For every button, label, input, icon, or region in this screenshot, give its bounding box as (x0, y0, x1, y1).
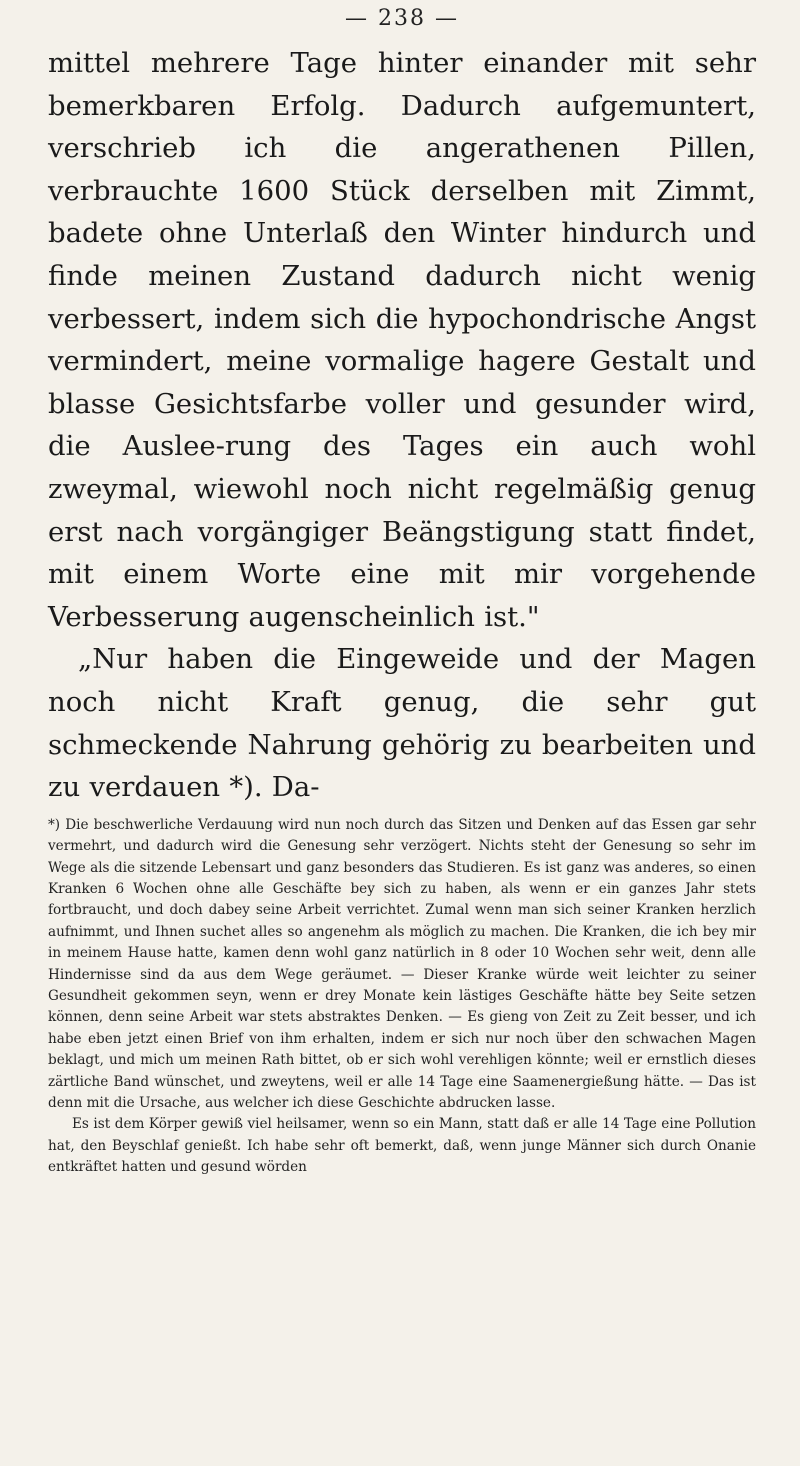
page-number: — 238 — (345, 6, 459, 31)
main-text (48, 42, 756, 809)
paragraph-1: mittel mehrere Tage hinter einander mit sehr bemerkbaren Erfolg. Dadurch aufgemuntert, verschrieb ich die angerathenen Pillen, verbrauchte 1600 Stück derselben mit Zimmt, badete ohne Unterlaß den Winter hindurch und finde meinen Zustand dadurch nicht wenig verbessert, indem sich die hypochondrische Angst vermindert, meine vormalige hagere Gestalt und blasse Gesichtsfarbe voller und gesunder wird, die Auslee-rung des Tages ein auch wohl zweymal, wiewohl noch nicht regelmäßig genug erst nach vorgängiger Beängstigung statt findet, mit einem Worte eine mit mir vorgehende Verbesserung augenscheinlich ist." (48, 47, 756, 633)
footnote-2: Es ist dem Körper gewiß viel heilsamer, wenn so ein Mann, statt daß er alle 14 Tage eine Pollution hat, den Beyschlaf genießt. Ich habe sehr oft bemerkt, daß, wenn junge Männer sich durch Onanie entkräftet hatten und gesund wörden (48, 1116, 756, 1176)
paragraph-2: „Nur haben die Eingeweide und der Magen noch nicht Kraft genug, die sehr gut schmeckende Nahrung gehörig zu bearbeiten und zu verdauen *). Da- (48, 643, 756, 804)
footnotes (48, 815, 756, 1179)
footnote-1: *) Die beschwerliche Verdauung wird nun noch durch das Sitzen und Denken auf das Essen gar sehr vermehrt, und dadurch wird die Genesung sehr verzögert. Nichts steht der Genesung so sehr im Wege als die sitzende Lebensart und ganz besonders das Studieren. Es ist ganz was anderes, so einen Kranken 6 Wochen ohne alle Geschäfte bey sich zu haben, als wenn er ein ganzes Jahr stets fortbraucht, und doch dabey seine Arbeit verrichtet. Zumal wenn man sich seiner Kranken herzlich aufnimmt, und Ihnen suchet alles so angenehm als möglich zu machen. Die Kranken, die ich bey mir in meinem Hause hatte, kamen denn wohl ganz natürlich in 8 oder 10 Wochen sehr weit, denn alle Hindernisse sind da aus dem Wege geräumet. — Dieser Kranke würde weit leichter zu seiner Gesundheit gekommen seyn, wenn er drey Monate kein lästiges Geschäfte hätte bey Seite setzen können, denn seine Arbeit war stets abstraktes Denken. — Es gieng von Zeit zu Zeit besser, und ich habe eben jetzt einen Brief von ihm erhalten, indem er sich nur noch über den schwachen Magen beklagt, und mich um meinen Rath bittet, ob er sich wohl verehligen könnte; weil er ernstlich dieses zärtliche Band wünschet, und zweytens, weil er alle 14 Tage eine Saamenergießung hätte. — Das ist denn mit die Ursache, aus welcher ich diese Geschichte abdrucken lasse. (48, 816, 756, 1111)
